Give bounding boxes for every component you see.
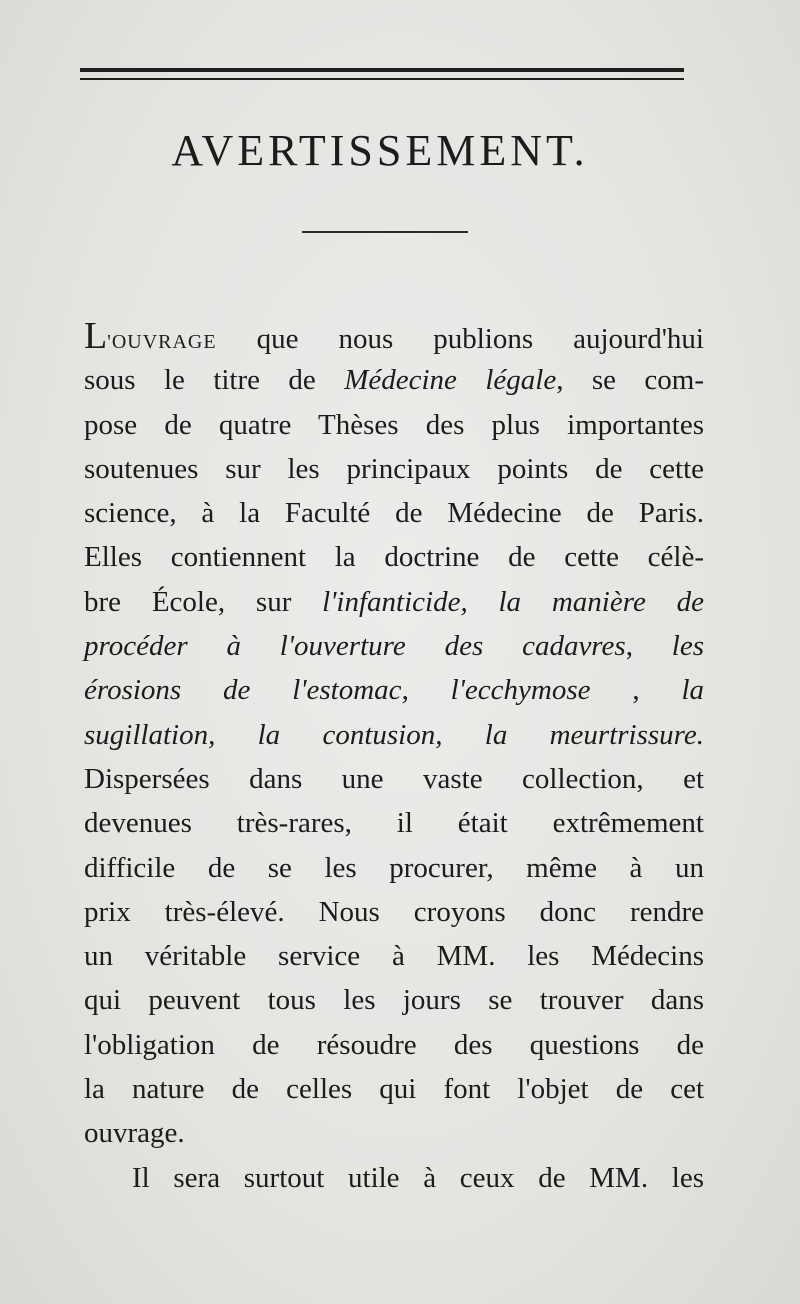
- italic-run: la: [681, 674, 705, 707]
- text-run: soutenues sur les principaux points de cette: [84, 452, 704, 485]
- text-run: Dispersées dans une vaste collection, et: [84, 762, 704, 795]
- paragraph-1: [84, 314, 704, 1156]
- paragraph-1-line: [84, 358, 704, 402]
- italic-run: érosions de l'estomac: [84, 674, 402, 707]
- paragraph-2: [84, 1156, 704, 1200]
- text-run: un véritable service à MM. les Médecins: [84, 940, 704, 973]
- paragraph-1-line: [84, 713, 704, 757]
- text-run: que nous publions aujourd'hui: [216, 323, 704, 355]
- italic-run: les: [671, 630, 704, 663]
- italic-run: sugillation, la contusion, la meurtrissure.: [84, 718, 704, 751]
- text-run: qui peuvent tous les jours se trouver dans: [84, 984, 704, 1017]
- paragraph-1-line: [84, 447, 704, 491]
- header-rule-thin: [80, 78, 684, 80]
- text-run: devenues très-rares, il était extrêmement: [84, 807, 704, 840]
- paragraph-1-line: [84, 934, 704, 978]
- header-rule-thick: [80, 68, 684, 72]
- paragraph-1-line: [84, 403, 704, 447]
- italic-run: l'infanticide, la manière de: [322, 585, 704, 618]
- text-run: ,: [401, 674, 451, 707]
- text-run: ,: [625, 630, 672, 663]
- paragraph-1-line: [84, 890, 704, 934]
- title-underline-rule: [302, 231, 468, 233]
- italic-run: l'ecchymose: [450, 674, 591, 707]
- paragraph-1-line: [84, 314, 704, 358]
- text-run: bre École, sur: [84, 585, 323, 618]
- italic-run: Médecine légale: [344, 364, 557, 397]
- paragraph-1-line: [84, 668, 704, 712]
- paragraph-1-line: [84, 1067, 704, 1111]
- paragraph-1-line: [84, 1111, 704, 1155]
- text-run: pose de quatre Thèses des plus importantes: [84, 408, 704, 441]
- text-run: science, à la Faculté de Médecine de Paris.: [84, 497, 704, 530]
- text-run: ,: [590, 674, 682, 707]
- paragraph-1-line: [84, 978, 704, 1022]
- text-run: sous le titre de: [84, 364, 345, 397]
- smallcaps-word: 'OUVRAGE: [107, 331, 217, 353]
- paragraph-1-line: [84, 624, 704, 668]
- text-run: ouvrage.: [84, 1117, 185, 1150]
- paragraph-1-line: [84, 801, 704, 845]
- paragraph-1-line: [84, 1023, 704, 1067]
- paragraph-2-line: [84, 1156, 704, 1200]
- text-run: Il sera surtout utile à ceux de MM. les: [132, 1161, 704, 1194]
- paragraph-1-line: [84, 846, 704, 890]
- text-run: Elles contiennent la doctrine de cette célè-: [84, 541, 704, 574]
- text-run: l'obligation de résoudre des questions de: [84, 1028, 704, 1061]
- paragraph-1-line: [84, 757, 704, 801]
- text-run: prix très-élevé. Nous croyons donc rendre: [84, 895, 704, 928]
- paragraph-1-line: [84, 491, 704, 535]
- body-text: [84, 314, 704, 1200]
- text-run: la nature de celles qui font l'objet de cet: [84, 1073, 704, 1106]
- italic-run: procéder à l'ouverture des cadavres: [84, 630, 626, 663]
- paragraph-1-line: [84, 535, 704, 579]
- dropcap-letter: L: [84, 315, 108, 357]
- paragraph-1-line: [84, 580, 704, 624]
- text-run: difficile de se les procurer, même à un: [84, 851, 704, 884]
- page-title: AVERTISSEMENT.: [171, 126, 589, 175]
- text-run: , se com-: [556, 364, 704, 397]
